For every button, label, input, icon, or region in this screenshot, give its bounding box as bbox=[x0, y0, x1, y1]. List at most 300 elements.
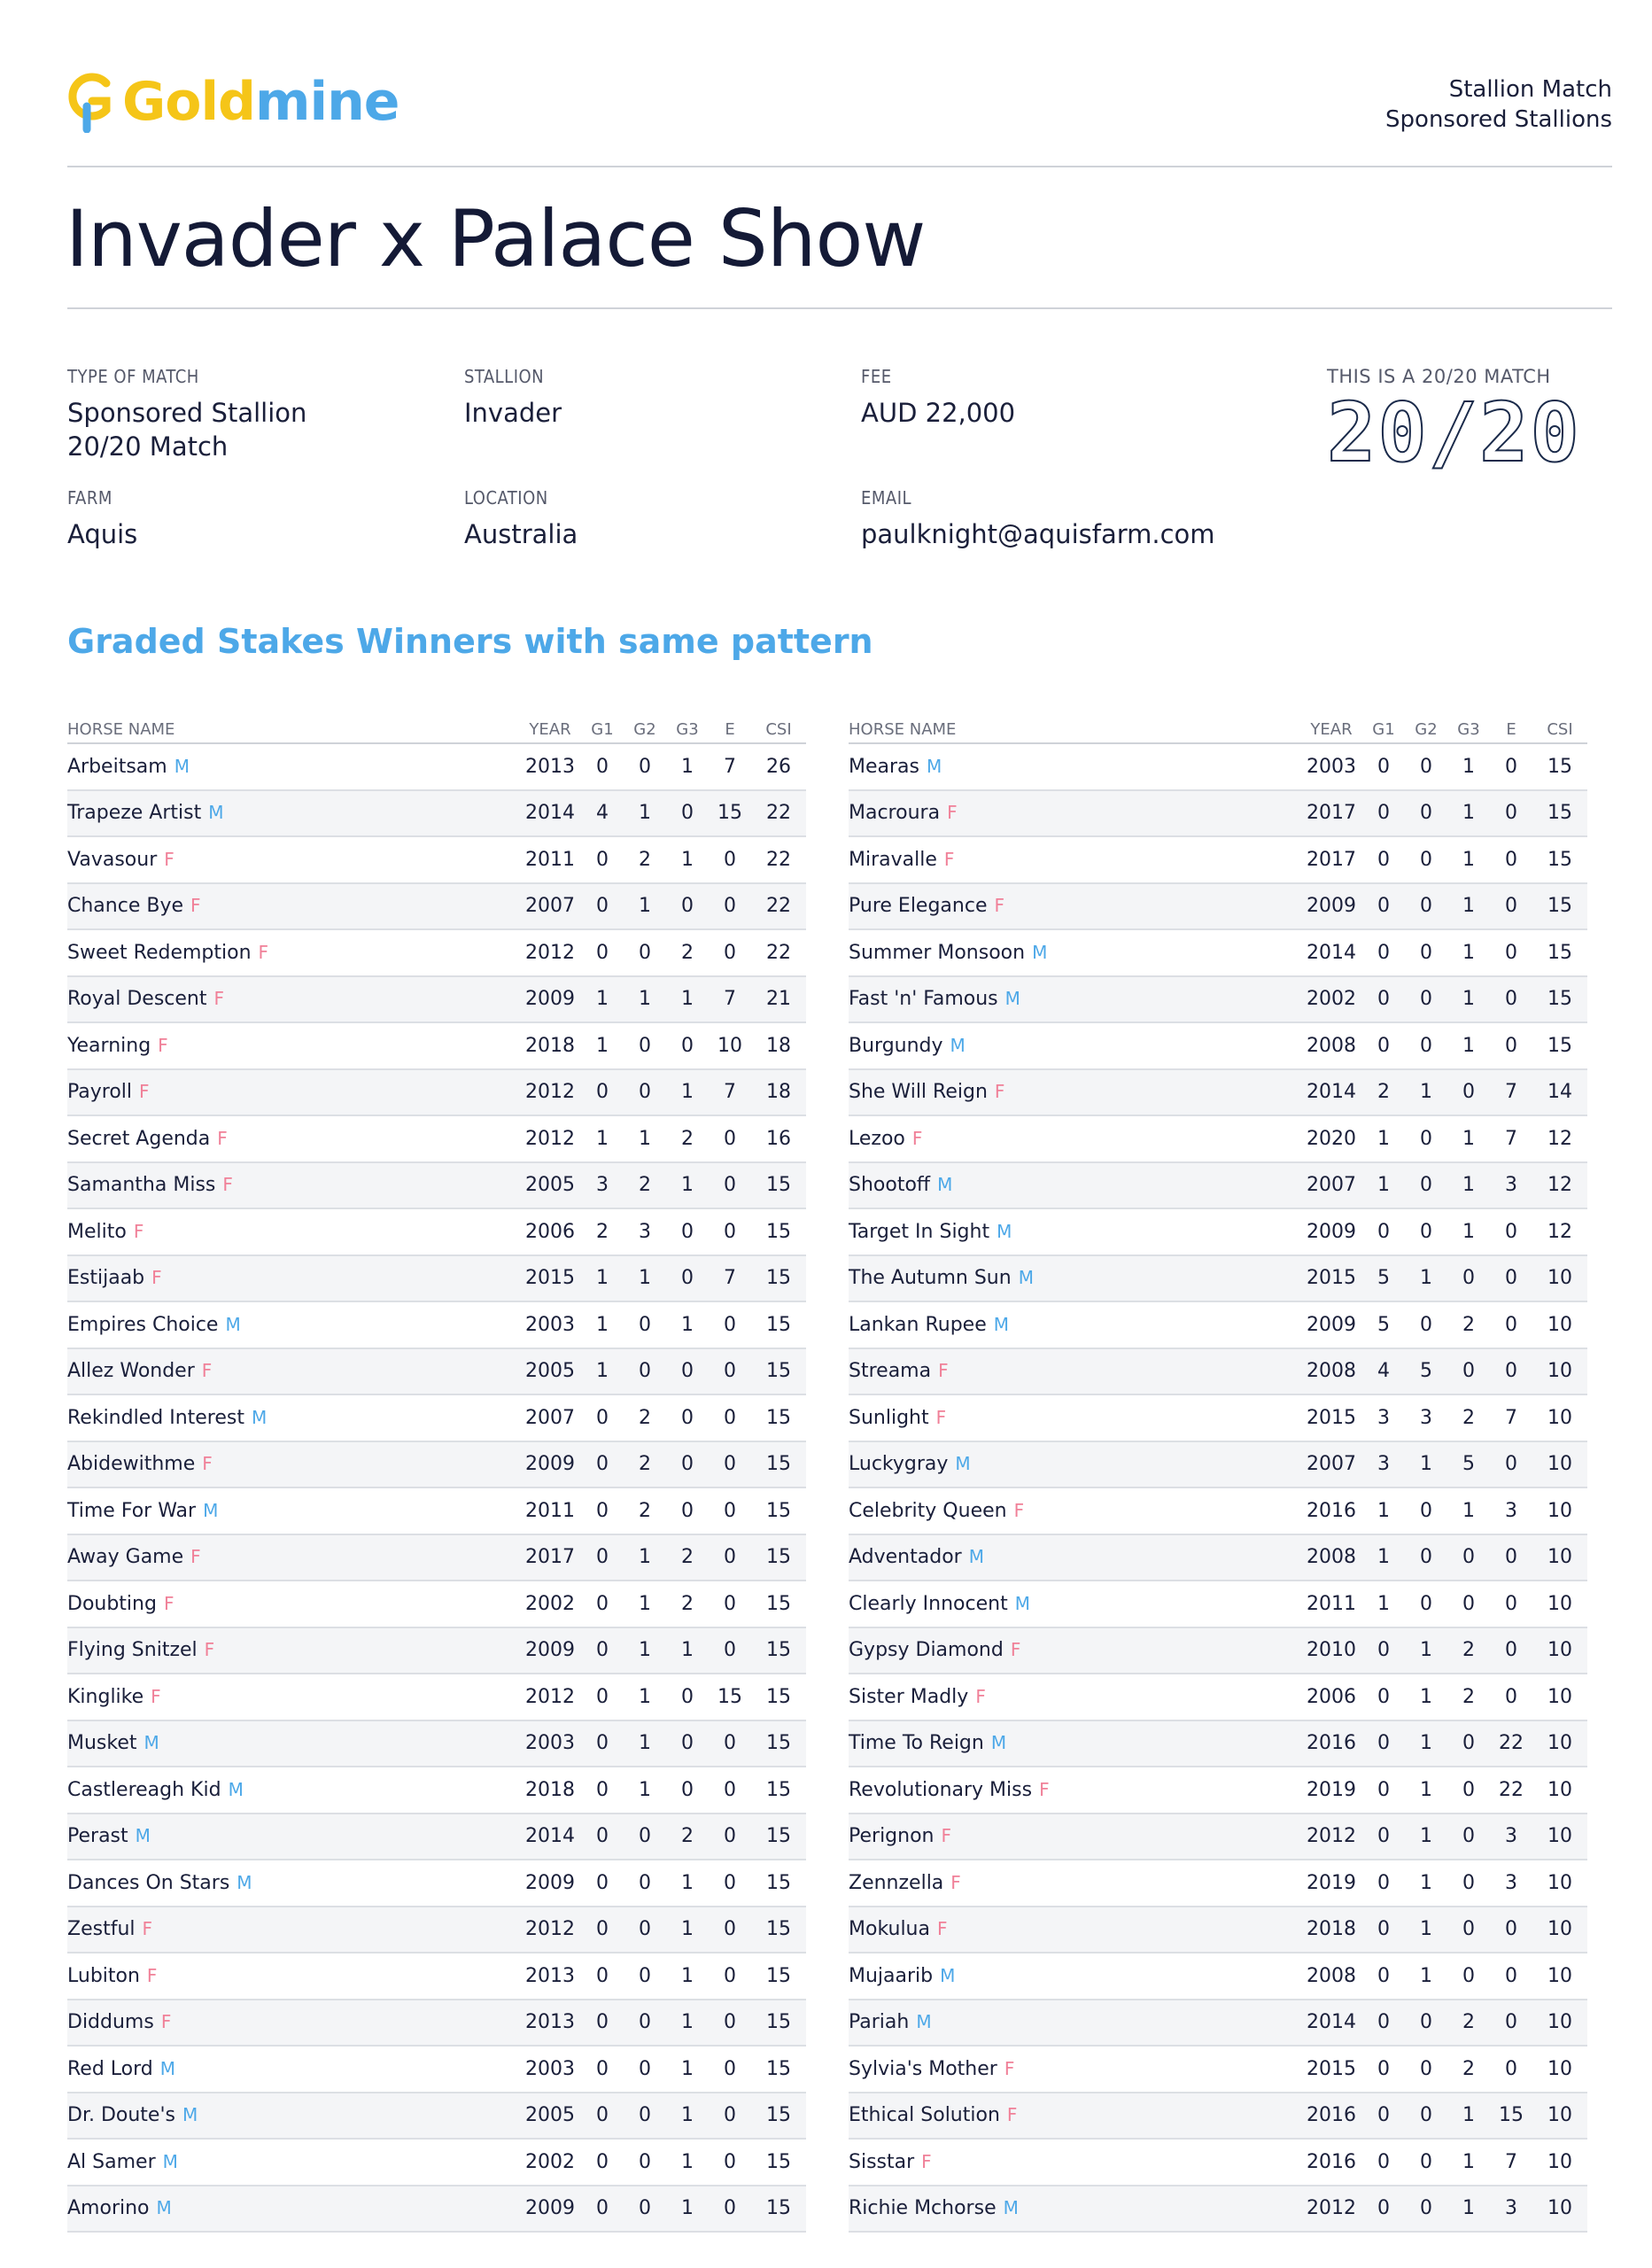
sex-badge: F bbox=[935, 1406, 947, 1428]
e-cell: 0 bbox=[1505, 1592, 1517, 1615]
g3-cell: 0 bbox=[681, 1220, 694, 1243]
horse-name[interactable] bbox=[849, 756, 1300, 778]
g3-cell: 1 bbox=[1462, 755, 1475, 778]
sex-badge: M bbox=[997, 1220, 1012, 1242]
sex-badge: F bbox=[190, 1546, 201, 1568]
table-row[interactable] bbox=[67, 1814, 806, 1861]
g2-cell: 0 bbox=[639, 1825, 651, 1848]
g3-cell: 2 bbox=[681, 1592, 694, 1615]
g3-cell: 0 bbox=[1462, 1918, 1475, 1941]
horse-name[interactable] bbox=[67, 1035, 519, 1057]
horse-name-text: Mujaarib bbox=[849, 1964, 934, 1987]
e-cell: 0 bbox=[724, 1360, 736, 1383]
horse-name[interactable] bbox=[849, 895, 1300, 917]
g3-cell: 1 bbox=[681, 2057, 694, 2080]
horse-name[interactable] bbox=[849, 2011, 1300, 2033]
horse-name[interactable] bbox=[67, 1546, 519, 1568]
csi-cell: 15 bbox=[1547, 1034, 1572, 1057]
table-row[interactable] bbox=[849, 744, 1587, 791]
col-e: E bbox=[725, 720, 735, 739]
horse-name-text: Sylvia's Mother bbox=[849, 2057, 997, 2080]
g2-cell: 0 bbox=[1420, 848, 1432, 871]
year-cell: 2008 bbox=[1307, 1964, 1356, 1987]
table-row[interactable] bbox=[849, 1767, 1587, 1814]
e-cell: 7 bbox=[724, 755, 736, 778]
year-cell: 2018 bbox=[525, 1034, 575, 1057]
info-stallion bbox=[464, 366, 836, 430]
col-g1: G1 bbox=[591, 720, 614, 739]
horse-name[interactable] bbox=[849, 1314, 1300, 1336]
horse-name[interactable] bbox=[849, 1453, 1300, 1475]
table-row[interactable] bbox=[67, 1907, 806, 1954]
table-row[interactable] bbox=[67, 791, 806, 838]
table-row[interactable] bbox=[849, 977, 1587, 1024]
table-row[interactable] bbox=[67, 1163, 806, 1210]
g1-cell: 3 bbox=[1377, 1406, 1390, 1429]
table-row[interactable] bbox=[849, 1209, 1587, 1256]
horse-name[interactable] bbox=[849, 1872, 1300, 1894]
e-cell: 15 bbox=[717, 1685, 742, 1708]
horse-name[interactable] bbox=[849, 1779, 1300, 1801]
e-cell: 0 bbox=[1505, 848, 1517, 871]
e-cell: 7 bbox=[1505, 2150, 1517, 2173]
g1-cell: 2 bbox=[1377, 1081, 1390, 1104]
csi-cell: 15 bbox=[766, 1918, 791, 1941]
sex-badge: F bbox=[994, 1081, 1005, 1103]
table-row[interactable] bbox=[67, 1767, 806, 1814]
table-row[interactable] bbox=[849, 1721, 1587, 1768]
horse-name-text: Dr. Doute's bbox=[67, 2104, 175, 2127]
table-row[interactable] bbox=[67, 2000, 806, 2047]
e-cell: 0 bbox=[724, 848, 736, 871]
horse-name[interactable] bbox=[67, 2058, 519, 2080]
horse-name[interactable] bbox=[67, 1221, 519, 1243]
winners-table-right bbox=[849, 709, 1587, 2233]
e-cell: 0 bbox=[724, 895, 736, 918]
csi-cell: 12 bbox=[1547, 1127, 1572, 1150]
table-row[interactable] bbox=[67, 1442, 806, 1489]
e-cell: 0 bbox=[724, 1778, 736, 1801]
year-cell: 2008 bbox=[1307, 1360, 1356, 1383]
horse-name[interactable] bbox=[67, 1732, 519, 1754]
g3-cell: 0 bbox=[1462, 1081, 1475, 1104]
horse-name[interactable] bbox=[849, 1686, 1300, 1708]
csi-cell: 26 bbox=[766, 755, 791, 778]
g1-cell: 0 bbox=[1377, 2011, 1390, 2034]
table-row[interactable] bbox=[849, 1860, 1587, 1907]
horse-name[interactable] bbox=[849, 2197, 1300, 2219]
g2-cell: 0 bbox=[639, 1360, 651, 1383]
g1-cell: 1 bbox=[1377, 1127, 1390, 1150]
sex-badge: F bbox=[164, 848, 175, 870]
horse-name[interactable] bbox=[849, 1360, 1300, 1382]
fee-label: FEE bbox=[861, 366, 892, 387]
table-row[interactable] bbox=[67, 1256, 806, 1303]
horse-name-text: Clearly Innocent bbox=[849, 1592, 1008, 1615]
table-row[interactable] bbox=[849, 1256, 1587, 1303]
table-row[interactable] bbox=[849, 2047, 1587, 2093]
horse-name[interactable] bbox=[849, 2151, 1300, 2173]
g3-cell: 1 bbox=[1462, 1220, 1475, 1243]
csi-cell: 10 bbox=[1547, 1964, 1572, 1987]
table-row[interactable] bbox=[849, 1535, 1587, 1582]
table-row[interactable] bbox=[849, 1814, 1587, 1861]
table-row[interactable] bbox=[67, 2186, 806, 2233]
logo-text-gold: Gold bbox=[122, 71, 255, 133]
match-badge-label: THIS IS A 20/20 MATCH bbox=[1327, 366, 1551, 387]
horse-name-text: Pariah bbox=[849, 2011, 910, 2034]
horse-name[interactable] bbox=[67, 988, 519, 1010]
horse-name[interactable] bbox=[849, 1221, 1300, 1243]
horse-name[interactable] bbox=[67, 1872, 519, 1894]
g2-cell: 0 bbox=[1420, 1313, 1432, 1336]
horse-name[interactable] bbox=[67, 1267, 519, 1289]
horse-name-text: Samantha Miss bbox=[67, 1174, 216, 1197]
csi-cell: 15 bbox=[766, 1360, 791, 1383]
horse-name[interactable] bbox=[67, 895, 519, 917]
horse-name-text: Chance Bye bbox=[67, 895, 184, 918]
g2-cell: 1 bbox=[1420, 1964, 1432, 1987]
g3-cell: 1 bbox=[681, 1871, 694, 1894]
table-row[interactable] bbox=[849, 2186, 1587, 2233]
g1-cell: 0 bbox=[1377, 1685, 1390, 1708]
table-row[interactable] bbox=[67, 977, 806, 1024]
g2-cell: 3 bbox=[1420, 1406, 1432, 1429]
table-row[interactable] bbox=[67, 1349, 806, 1396]
sex-badge: F bbox=[163, 1592, 175, 1614]
sex-badge: F bbox=[146, 1964, 158, 1986]
horse-name[interactable] bbox=[67, 1128, 519, 1150]
e-cell: 0 bbox=[1505, 941, 1517, 964]
g2-cell: 0 bbox=[1420, 895, 1432, 918]
info-email bbox=[861, 487, 1357, 551]
horse-name[interactable] bbox=[849, 988, 1300, 1010]
year-cell: 2003 bbox=[525, 2057, 575, 2080]
horse-name[interactable] bbox=[67, 1639, 519, 1661]
table-row[interactable] bbox=[67, 1953, 806, 2000]
table-row[interactable] bbox=[849, 1302, 1587, 1349]
farm-value: Aquis bbox=[67, 519, 138, 549]
horse-name[interactable] bbox=[67, 1360, 519, 1382]
e-cell: 7 bbox=[724, 988, 736, 1011]
table-row[interactable] bbox=[67, 1628, 806, 1675]
g1-cell: 0 bbox=[1377, 755, 1390, 778]
year-cell: 2014 bbox=[1307, 941, 1356, 964]
g3-cell: 1 bbox=[681, 1964, 694, 1987]
csi-cell: 15 bbox=[1547, 755, 1572, 778]
g3-cell: 0 bbox=[681, 1267, 694, 1290]
logo-text-mine: mine bbox=[254, 71, 399, 133]
horse-name-text: Amorino bbox=[67, 2197, 150, 2220]
table-row[interactable] bbox=[67, 2093, 806, 2140]
e-cell: 0 bbox=[724, 1174, 736, 1197]
horse-name[interactable] bbox=[849, 942, 1300, 964]
g2-cell: 1 bbox=[1420, 1825, 1432, 1848]
g1-cell: 0 bbox=[1377, 895, 1390, 918]
horse-name[interactable] bbox=[67, 1453, 519, 1475]
g2-cell: 1 bbox=[1420, 1778, 1432, 1801]
g3-cell: 0 bbox=[1462, 1546, 1475, 1569]
table-row[interactable] bbox=[849, 1163, 1587, 1210]
csi-cell: 10 bbox=[1547, 1639, 1572, 1662]
g2-cell: 2 bbox=[639, 1406, 651, 1429]
g1-cell: 0 bbox=[1377, 1964, 1390, 1987]
location-label: LOCATION bbox=[464, 487, 548, 509]
year-cell: 2011 bbox=[525, 1499, 575, 1522]
table-row[interactable] bbox=[849, 1907, 1587, 1954]
g1-cell: 4 bbox=[1377, 1360, 1390, 1383]
horse-name-text: Zestful bbox=[67, 1918, 136, 1941]
horse-name[interactable] bbox=[67, 849, 519, 871]
g1-cell: 0 bbox=[1377, 988, 1390, 1011]
g2-cell: 0 bbox=[639, 1918, 651, 1941]
horse-name-text: Yearning bbox=[67, 1034, 151, 1057]
csi-cell: 22 bbox=[766, 848, 791, 871]
horse-name[interactable] bbox=[849, 1407, 1300, 1429]
g1-cell: 0 bbox=[1377, 2104, 1390, 2127]
csi-cell: 15 bbox=[766, 2011, 791, 2034]
horse-name-text: Miravalle bbox=[849, 848, 937, 871]
sex-badge: F bbox=[133, 1220, 144, 1242]
table-row[interactable] bbox=[849, 2140, 1587, 2186]
g1-cell: 0 bbox=[596, 1499, 609, 1522]
horse-name[interactable] bbox=[849, 1500, 1300, 1522]
horse-name[interactable] bbox=[849, 2058, 1300, 2080]
horse-name-text: Doubting bbox=[67, 1592, 157, 1615]
g2-cell: 1 bbox=[639, 1592, 651, 1615]
table-row[interactable] bbox=[849, 930, 1587, 977]
horse-name[interactable] bbox=[849, 1081, 1300, 1103]
g1-cell: 0 bbox=[596, 1592, 609, 1615]
g1-cell: 0 bbox=[596, 1964, 609, 1987]
horse-name[interactable] bbox=[67, 1779, 519, 1801]
year-cell: 2013 bbox=[525, 2011, 575, 2034]
divider-top bbox=[67, 166, 1612, 167]
horse-name[interactable] bbox=[849, 849, 1300, 871]
csi-cell: 10 bbox=[1547, 1499, 1572, 1522]
g2-cell: 0 bbox=[639, 755, 651, 778]
e-cell: 0 bbox=[1505, 1546, 1517, 1569]
table-row[interactable] bbox=[67, 1488, 806, 1535]
type-of-match-label: TYPE OF MATCH bbox=[67, 366, 199, 387]
table-row[interactable] bbox=[67, 2140, 806, 2186]
table-row[interactable] bbox=[849, 884, 1587, 931]
csi-cell: 10 bbox=[1547, 2104, 1572, 2127]
table-row[interactable] bbox=[849, 1442, 1587, 1489]
sex-badge: F bbox=[1010, 1639, 1021, 1661]
table-row[interactable] bbox=[67, 744, 806, 791]
table-row[interactable] bbox=[849, 1116, 1587, 1163]
table-header bbox=[67, 709, 806, 744]
year-cell: 2012 bbox=[525, 941, 575, 964]
table-row[interactable] bbox=[67, 837, 806, 884]
table-row[interactable] bbox=[67, 1535, 806, 1582]
horse-name[interactable] bbox=[67, 2151, 519, 2173]
csi-cell: 10 bbox=[1547, 1313, 1572, 1336]
table-row[interactable] bbox=[849, 1674, 1587, 1721]
col-g2: G2 bbox=[1415, 720, 1438, 739]
year-cell: 2003 bbox=[1307, 755, 1356, 778]
e-cell: 0 bbox=[1505, 2057, 1517, 2080]
horse-name-text: Time To Reign bbox=[849, 1732, 984, 1755]
g2-cell: 1 bbox=[639, 1639, 651, 1662]
horse-name[interactable] bbox=[67, 1174, 519, 1196]
horse-name[interactable] bbox=[67, 2104, 519, 2126]
year-cell: 2018 bbox=[525, 1778, 575, 1801]
horse-name[interactable] bbox=[67, 1081, 519, 1103]
g3-cell: 1 bbox=[681, 1081, 694, 1104]
horse-name[interactable] bbox=[67, 1407, 519, 1429]
g1-cell: 0 bbox=[1377, 848, 1390, 871]
csi-cell: 10 bbox=[1547, 2150, 1572, 2173]
g2-cell: 0 bbox=[639, 2197, 651, 2220]
g2-cell: 0 bbox=[639, 1034, 651, 1057]
e-cell: 22 bbox=[1499, 1732, 1524, 1755]
g3-cell: 2 bbox=[1462, 1406, 1475, 1429]
g3-cell: 2 bbox=[1462, 1313, 1475, 1336]
horse-name-text: Burgundy bbox=[849, 1034, 943, 1057]
year-cell: 2007 bbox=[1307, 1453, 1356, 1476]
horse-name[interactable] bbox=[849, 1593, 1300, 1615]
e-cell: 7 bbox=[1505, 1406, 1517, 1429]
table-row[interactable] bbox=[849, 1070, 1587, 1117]
horse-name[interactable] bbox=[849, 1128, 1300, 1150]
csi-cell: 15 bbox=[766, 1732, 791, 1755]
horse-name[interactable] bbox=[849, 1918, 1300, 1940]
horse-name-text: Royal Descent bbox=[67, 988, 207, 1011]
g3-cell: 1 bbox=[1462, 2150, 1475, 2173]
horse-name[interactable] bbox=[849, 1546, 1300, 1568]
csi-cell: 15 bbox=[1547, 895, 1572, 918]
table-row[interactable] bbox=[849, 2093, 1587, 2140]
table-row[interactable] bbox=[67, 1023, 806, 1070]
table-row[interactable] bbox=[67, 884, 806, 931]
horse-name[interactable] bbox=[849, 2104, 1300, 2126]
horse-name[interactable] bbox=[67, 756, 519, 778]
table-row[interactable] bbox=[67, 1302, 806, 1349]
horse-name-text: The Autumn Sun bbox=[849, 1267, 1012, 1290]
horse-name[interactable] bbox=[849, 802, 1300, 824]
g2-cell: 1 bbox=[639, 1778, 651, 1801]
csi-cell: 10 bbox=[1547, 1406, 1572, 1429]
g3-cell: 1 bbox=[681, 1918, 694, 1941]
table-row[interactable] bbox=[67, 1395, 806, 1442]
table-row[interactable] bbox=[849, 1349, 1587, 1396]
horse-name[interactable] bbox=[67, 942, 519, 964]
sex-badge: F bbox=[151, 1685, 161, 1707]
horse-name[interactable] bbox=[67, 2197, 519, 2219]
sex-badge: M bbox=[1018, 1267, 1034, 1289]
table-row[interactable] bbox=[67, 1721, 806, 1768]
table-row[interactable] bbox=[67, 1209, 806, 1256]
horse-name[interactable] bbox=[67, 1918, 519, 1940]
sex-badge: F bbox=[204, 1639, 215, 1661]
horse-name[interactable] bbox=[67, 1314, 519, 1336]
horse-name-text: Estijaab bbox=[67, 1267, 145, 1290]
g1-cell: 0 bbox=[1377, 1639, 1390, 1662]
email-link[interactable]: paulknight@aquisfarm.com bbox=[861, 519, 1215, 549]
horse-name[interactable] bbox=[849, 1639, 1300, 1661]
table-row[interactable] bbox=[67, 1070, 806, 1117]
table-row[interactable] bbox=[67, 1674, 806, 1721]
table-row[interactable] bbox=[849, 791, 1587, 838]
horse-name[interactable] bbox=[67, 1825, 519, 1847]
horse-name[interactable] bbox=[67, 1500, 519, 1522]
sex-badge: F bbox=[938, 1360, 949, 1382]
horse-name[interactable] bbox=[849, 1825, 1300, 1847]
table-row[interactable] bbox=[67, 2047, 806, 2093]
csi-cell: 15 bbox=[766, 1313, 791, 1336]
g1-cell: 0 bbox=[596, 1685, 609, 1708]
horse-name[interactable] bbox=[67, 2011, 519, 2033]
horse-name[interactable] bbox=[849, 1732, 1300, 1754]
horse-name[interactable] bbox=[67, 1686, 519, 1708]
g3-cell: 0 bbox=[1462, 1964, 1475, 1987]
sex-badge: M bbox=[143, 1732, 159, 1754]
g2-cell: 1 bbox=[1420, 1081, 1432, 1104]
horse-name-text: Empires Choice bbox=[67, 1313, 219, 1336]
year-cell: 2005 bbox=[525, 1174, 575, 1197]
g3-cell: 1 bbox=[1462, 802, 1475, 825]
table-row[interactable] bbox=[67, 930, 806, 977]
table-header bbox=[849, 709, 1587, 744]
csi-cell: 15 bbox=[766, 1220, 791, 1243]
table-row[interactable] bbox=[849, 2000, 1587, 2047]
table-row[interactable] bbox=[849, 1395, 1587, 1442]
goldmine-logo[interactable] bbox=[67, 71, 399, 133]
g1-cell: 0 bbox=[1377, 802, 1390, 825]
sex-badge: F bbox=[190, 895, 201, 917]
horse-name-text: Ethical Solution bbox=[849, 2104, 1000, 2127]
table-row[interactable] bbox=[67, 1860, 806, 1907]
table-row[interactable] bbox=[849, 1581, 1587, 1628]
g3-cell: 1 bbox=[681, 2011, 694, 2034]
table-row[interactable] bbox=[849, 837, 1587, 884]
sex-badge: F bbox=[142, 1918, 153, 1940]
info-location bbox=[464, 487, 836, 551]
horse-name-text: Streama bbox=[849, 1360, 932, 1383]
table-row[interactable] bbox=[849, 1488, 1587, 1535]
horse-name[interactable] bbox=[849, 1965, 1300, 1987]
horse-name-text: Luckygray bbox=[849, 1453, 949, 1476]
year-cell: 2014 bbox=[1307, 2011, 1356, 2034]
horse-name-text: Sweet Redemption bbox=[67, 941, 252, 964]
e-cell: 0 bbox=[724, 1871, 736, 1894]
table-row[interactable] bbox=[67, 1116, 806, 1163]
stallion-value: Invader bbox=[464, 398, 562, 428]
g1-cell: 0 bbox=[596, 1732, 609, 1755]
g2-cell: 0 bbox=[1420, 2057, 1432, 2080]
g1-cell: 0 bbox=[1377, 2197, 1390, 2220]
horse-name[interactable] bbox=[849, 1174, 1300, 1196]
horse-name[interactable] bbox=[67, 1965, 519, 1987]
g1-cell: 0 bbox=[1377, 2057, 1390, 2080]
horse-name[interactable] bbox=[67, 802, 519, 824]
horse-name[interactable] bbox=[849, 1035, 1300, 1057]
table-row[interactable] bbox=[849, 1023, 1587, 1070]
horse-name[interactable] bbox=[67, 1593, 519, 1615]
csi-cell: 10 bbox=[1547, 1778, 1572, 1801]
horse-name-text: Vavasour bbox=[67, 848, 158, 871]
table-row[interactable] bbox=[849, 1628, 1587, 1675]
table-row[interactable] bbox=[849, 1953, 1587, 2000]
horse-name[interactable] bbox=[849, 1267, 1300, 1289]
location-value: Australia bbox=[464, 519, 578, 549]
sex-badge: M bbox=[225, 1313, 241, 1335]
g1-cell: 0 bbox=[596, 2150, 609, 2173]
table-row[interactable] bbox=[67, 1581, 806, 1628]
sex-badge: M bbox=[1004, 988, 1020, 1010]
